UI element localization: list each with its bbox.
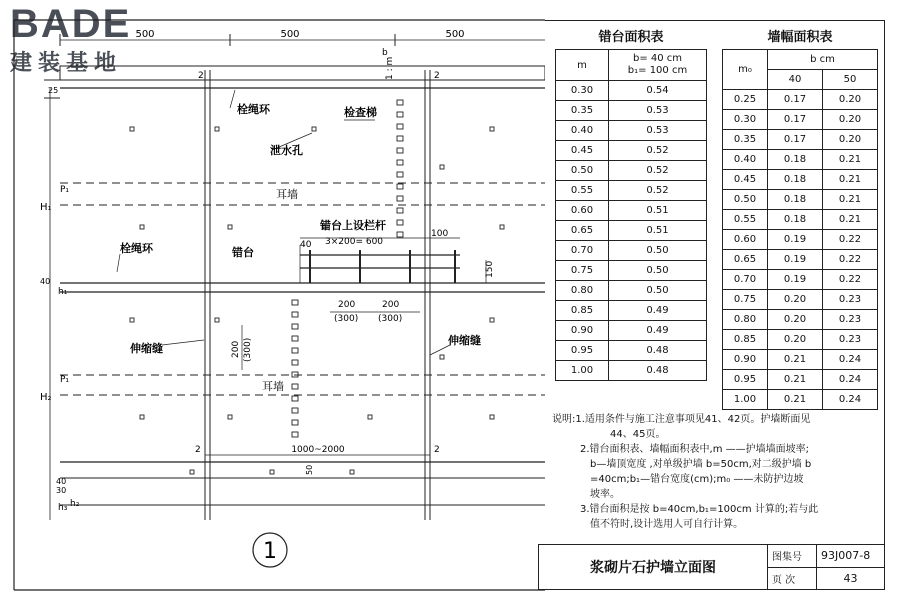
table1-cell-area: 0.48 [609,361,707,381]
table2-head-50: 50 [823,70,878,90]
dim-200-a: 200 [338,300,356,310]
table2-head-m0: m₀ [723,50,768,90]
dim-25: 25 [48,86,59,95]
label-cuotai-langan: 错台上设栏杆 [320,219,386,232]
dim-300-a: (300) [334,314,359,324]
table1-cell-m: 0.50 [556,161,609,181]
table2-cell-m0: 0.70 [723,270,768,290]
table1-row [556,361,707,381]
table2-row [723,170,878,190]
table1-cell-area: 0.50 [609,241,707,261]
table1-row [556,141,707,161]
table2-head-b: b cm [768,50,878,70]
table2-cell-area: 0.24 [823,390,878,410]
table2-cell-area: 0.22 [823,270,878,290]
table2-cell-m0: 0.65 [723,250,768,270]
section-2-c: 2 [195,445,201,455]
atlas-label: 图集号 [768,545,817,568]
sym-P1-a: P₁ [60,185,70,195]
dim-40: 40 [300,240,312,250]
table1-row [556,261,707,281]
cuotai-area-table-block [555,26,707,381]
sym-P1-b: P₁ [60,375,70,385]
table2-row [723,270,878,290]
table2-cell-area: 0.20 [768,310,823,330]
table2-cell-area: 0.18 [768,170,823,190]
dim-40-left: 40 [40,277,51,286]
cuotai-area-table [555,49,707,381]
table2-cell-area: 0.19 [768,250,823,270]
table1-row [556,81,707,101]
dim-300-v: (300) [243,337,253,362]
table2-cell-area: 0.19 [768,230,823,250]
table2-row [723,230,878,250]
wall-area-table [722,49,878,410]
table1-row [556,341,707,361]
table1-head-b [609,50,707,81]
note-2d: 坡率。 [590,489,620,500]
page-label: 页 次 [768,567,817,590]
table1-cell-m: 0.40 [556,121,609,141]
note-2: 2.错台面积表、墙幅面积表中,m ——护墙墙面坡率; [580,444,810,455]
sym-H2: H₂ [40,392,52,403]
table1-cell-area: 0.53 [609,101,707,121]
label-erqiang-top: 耳墙 [276,188,298,201]
label-cuotai: 错台 [232,246,254,259]
page-number: 43 [817,567,885,590]
table2-row [723,130,878,150]
table1-cell-area: 0.49 [609,301,707,321]
table2-cell-area: 0.22 [823,250,878,270]
logo-subtext: 建装基地 [10,51,123,76]
table2-row [723,190,878,210]
table1-cell-area: 0.51 [609,221,707,241]
dim-50: 50 [305,464,314,475]
table2-head-40: 40 [768,70,823,90]
table2-cell-area: 0.23 [823,290,878,310]
drawing-number: 1 [263,539,277,564]
table2-cell-m0: 0.25 [723,90,768,110]
table1-cell-area: 0.49 [609,321,707,341]
table1-cell-m: 0.90 [556,321,609,341]
table2-cell-area: 0.21 [823,210,878,230]
table1-cell-area: 0.52 [609,161,707,181]
label-xieshuikong: 泄水孔 [270,144,303,157]
table2-cell-area: 0.21 [823,150,878,170]
table1-head-b-line2: b₁= 100 cm [627,65,688,76]
table1-head-m: m [556,50,609,81]
table1-cell-m: 0.55 [556,181,609,201]
table1-cell-m: 0.30 [556,81,609,101]
table1-cell-area: 0.53 [609,121,707,141]
table1-row [556,201,707,221]
table1-row [556,181,707,201]
table1-row [556,121,707,141]
table1-row [556,221,707,241]
dim-top-1: 500 [135,29,155,40]
dim-top-3: 500 [445,29,465,40]
table1-cell-area: 0.48 [609,341,707,361]
table2-cell-area: 0.21 [823,170,878,190]
table2-cell-m0: 0.60 [723,230,768,250]
table1-row [556,101,707,121]
table1-header-row [556,50,707,81]
table1-cell-area: 0.50 [609,261,707,281]
table2-cell-area: 0.17 [768,90,823,110]
dim-3x200: 3×200= 600 [325,237,384,247]
note-1b: 44、45页。 [610,429,666,440]
atlas-number: 93J007-8 [817,545,885,568]
table2-cell-area: 0.21 [768,350,823,370]
table2-cell-area: 0.20 [823,90,878,110]
table2-cell-area: 0.20 [823,110,878,130]
dim-300-b: (300) [378,314,403,324]
table1-row [556,321,707,341]
table2-row [723,370,878,390]
table2-cell-m0: 0.35 [723,130,768,150]
note-1: 说明:1.适用条件与施工注意事项见41、42页。护墙断面见 [552,414,811,425]
table2-cell-area: 0.18 [768,150,823,170]
table2-cell-area: 0.24 [823,350,878,370]
table2-cell-area: 0.21 [768,390,823,410]
table1-cell-m: 0.95 [556,341,609,361]
table1-cell-m: 0.85 [556,301,609,321]
dim-150: 150 [485,260,495,278]
table2-row [723,210,878,230]
table2-cell-m0: 0.45 [723,170,768,190]
table1-row [556,281,707,301]
title-block [538,544,885,590]
wall-table-title: 墙幅面积表 [767,30,833,45]
table1-cell-m: 0.45 [556,141,609,161]
note-2b: b—墙顶宽度 ,对单级护墙 b=50cm,对二级护墙 b [590,459,812,470]
table1-row [556,301,707,321]
table1-cell-m: 0.35 [556,101,609,121]
table1-cell-m: 1.00 [556,361,609,381]
table2-cell-m0: 0.80 [723,310,768,330]
table2-cell-m0: 0.95 [723,370,768,390]
sym-h1: h₁ [58,287,68,297]
table2-cell-m0: 0.30 [723,110,768,130]
table2-cell-area: 0.21 [768,370,823,390]
section-2-d: 2 [434,445,440,455]
table2-cell-area: 0.18 [768,190,823,210]
table1-row [556,161,707,181]
table1-cell-m: 0.75 [556,261,609,281]
section-2-a: 2 [198,71,204,81]
dim-100: 100 [431,229,449,239]
logo-text: BADE [10,2,132,46]
table2-row [723,330,878,350]
table2-row [723,110,878,130]
notes [552,412,882,532]
dim-30: 30 [56,486,67,495]
dim-200-b: 200 [382,300,400,310]
wall-area-table-block [722,26,878,410]
table1-cell-area: 0.51 [609,201,707,221]
table2-row [723,150,878,170]
table2-cell-area: 0.20 [768,330,823,350]
slope-label: 1 : m [385,56,395,80]
dim-1000-2000: 1000~2000 [291,445,345,455]
label-shensuofeng-left: 伸缩缝 [130,342,163,355]
table2-row [723,310,878,330]
label-jianchati: 检查梯 [344,106,377,119]
dim-top-2: 500 [280,29,300,40]
label-erqiang-bottom: 耳墙 [262,380,284,393]
dim-b: b [382,48,388,58]
table2-cell-m0: 0.90 [723,350,768,370]
table2-cell-m0: 0.85 [723,330,768,350]
table2-cell-area: 0.20 [823,130,878,150]
sym-H1: H₁ [40,202,52,213]
table2-row [723,90,878,110]
title-block-table [538,544,885,590]
table2-cell-m0: 1.00 [723,390,768,410]
table2-cell-area: 0.18 [768,210,823,230]
table2-row [723,390,878,410]
table2-header-row1 [723,50,878,70]
sym-h3: h₃ [58,503,68,513]
table2-cell-area: 0.22 [823,230,878,250]
label-shensuofeng-right: 伸缩缝 [448,334,481,347]
table1-cell-area: 0.52 [609,141,707,161]
note-2c: =40cm;b₁—错台宽度(cm);m₀ ——未防护边坡 [590,474,804,485]
table2-cell-m0: 0.75 [723,290,768,310]
table1-cell-area: 0.54 [609,81,707,101]
section-2-b: 2 [434,71,440,81]
table2-cell-area: 0.24 [823,370,878,390]
table2-cell-m0: 0.40 [723,150,768,170]
label-shuanshenghuan-mid: 栓绳环 [120,242,153,255]
table2-cell-m0: 0.50 [723,190,768,210]
table1-cell-m: 0.80 [556,281,609,301]
table1-cell-area: 0.50 [609,281,707,301]
dim-40-bottom: 40 [56,477,67,486]
drawing-title: 浆砌片石护墙立面图 [539,545,768,590]
table2-row [723,290,878,310]
table2-cell-area: 0.23 [823,330,878,350]
table1-head-b-line1: b= 40 cm [632,53,683,64]
sym-h2: h₂ [70,499,80,509]
table2-row [723,350,878,370]
table1-cell-m: 0.65 [556,221,609,241]
table1-row [556,241,707,261]
dim-200-v: 200 [231,340,241,358]
note-3b: 值不符时,设计选用人可自行计算。 [590,519,744,530]
table2-row [723,250,878,270]
table2-cell-area: 0.21 [823,190,878,210]
table1-cell-m: 0.70 [556,241,609,261]
table2-cell-area: 0.19 [768,270,823,290]
table1-cell-m: 0.60 [556,201,609,221]
table2-cell-area: 0.17 [768,110,823,130]
table2-cell-area: 0.20 [768,290,823,310]
table2-cell-area: 0.23 [823,310,878,330]
label-shuanshenghuan-top: 栓绳环 [237,103,270,116]
cuotai-table-title: 错台面积表 [598,30,664,45]
table1-cell-area: 0.52 [609,181,707,201]
table2-cell-area: 0.17 [768,130,823,150]
table2-cell-m0: 0.55 [723,210,768,230]
note-3: 3.错台面积是按 b=40cm,b₁=100cm 计算的;若与此 [580,504,819,515]
